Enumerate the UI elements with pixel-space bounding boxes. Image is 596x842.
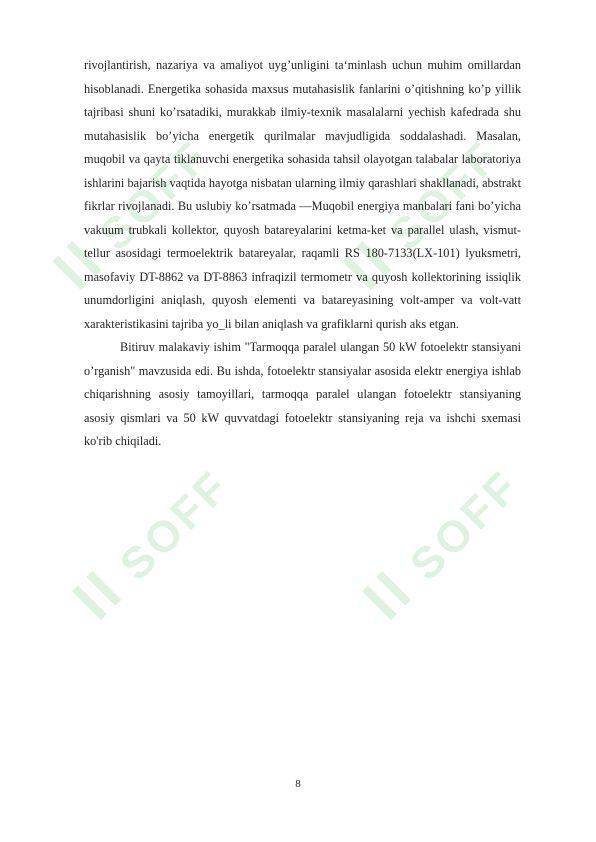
paragraph: rivojlantirish, nazariya va amaliyot uyg’unligini ta‘minlash uchun muhim omillardan hisoblanadi. Energetika sohasida maxsus mutahasislik fanlarini o’qitishning ko’p yillik tajribasi shuni ko’rsatadiki, murakkab ilmiy-texnik masalalarni yechish kafedrada shu mutahasislik bo’yicha energetik qurilmalar mavjudligida soddalashadi. Masalan, muqobil va qayta tiklanuvchi energetika sohasida tahsil olayotgan talabalar laboratoriya ishlarini bajarish vaqtida hayotga nisbatan ularning ilmiy qarashlari shakllanadi, abstrakt fikrlar rivojlanadi. Bu uslubiy ko’rsatmada —Muqobil energiya manbalari fani bo’yicha vakuum trubkali kollektor, quyosh batareyalarini ketma-ket va parallel ulash, vismut-tellur asosidagi termoelektrik batareyalar, raqamli RS 180-7133(LX-101) lyuksmetri, masofaviy DT-8862 va DT-8863 infraqizil termometr va quyosh kollektorining issiqlik unumdorligini aniqlash, quyosh elementi va batareyasining volt-amper va volt-vatt xarakteristikasini tajriba yo_li bilan aniqlash va grafiklarni qurish aks etgan.: [84, 58, 521, 331]
watermark-logo: ꟾꟾ SOFF: [340, 130, 510, 301]
watermark-logo: ꟾꟾ SOFF: [360, 460, 530, 631]
body-text: [84, 54, 521, 454]
watermark-logo: ꟾꟾ SOFF: [70, 460, 240, 631]
watermark-logo: ꟾꟾ SOFF: [50, 130, 220, 301]
paragraph: Bitiruv malakaviy ishim "Tarmoqqa paralel ulangan 50 kW fotoelektr stansiyani o’rganish" mavzusida edi. Bu ishda, fotoelektr stansiyalar asosida elektr energiya ishlab chiqarishning asosiy tamoyillari, tarmoqqa paralel ulangan fotoelektr stansiyaning asosiy qismlari va 50 kW quvvatdagi fotoelektr stansiyaning reja va ishchi sxemasi ko'rib chiqiladi.: [84, 340, 521, 448]
page-number: 8: [295, 778, 301, 790]
